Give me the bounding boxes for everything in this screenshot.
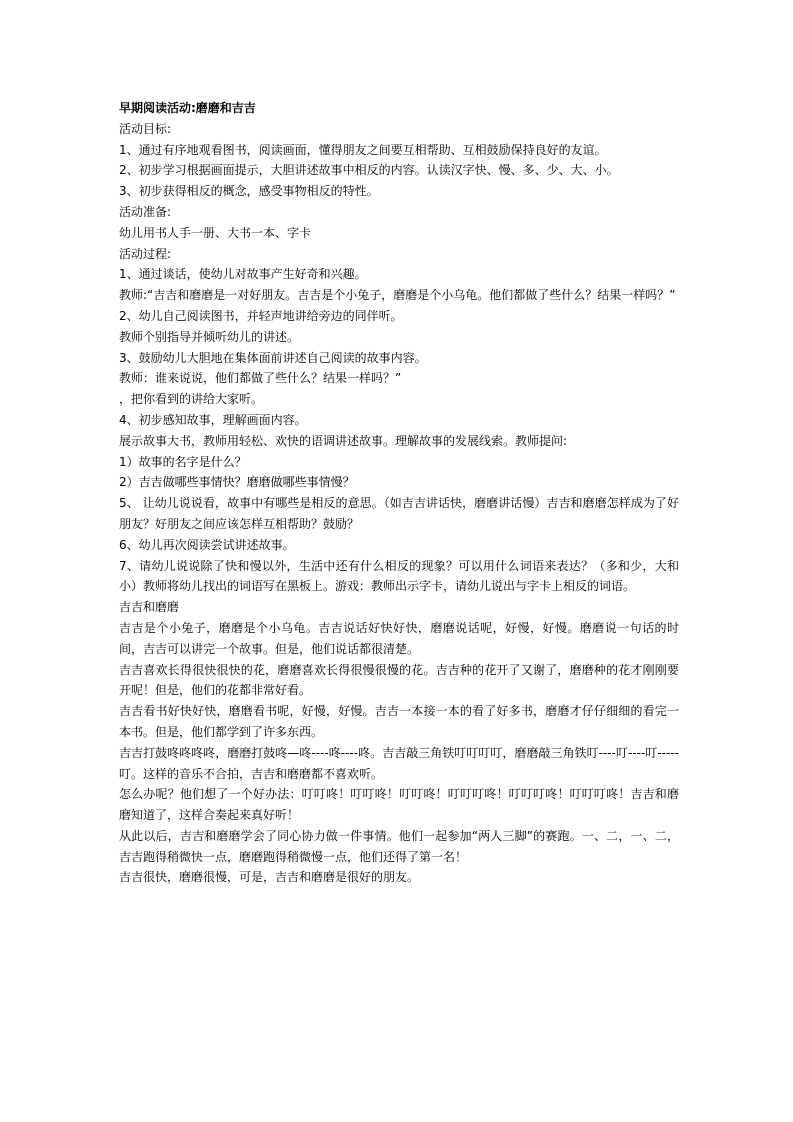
question-2: 2）吉吉做哪些事情快？磨磨做哪些事情慢？ xyxy=(119,475,355,490)
document-body xyxy=(119,98,679,888)
process-step-7: 7、请幼儿说说除了快和慢以外，生活中还有什么相反的现象？可以用什么词语来表达？（多和少，大和小）教师将幼儿找出的词语写在黑板上。游戏：教师出示字卡，请幼儿说出与字卡上相反的词语。 xyxy=(119,558,679,594)
story-paragraph-7: 吉吉很快，磨磨很慢，可是，吉吉和磨磨是很好的朋友。 xyxy=(119,870,420,885)
goal-item-1: 1、通过有序地观看图书，阅读画面，懂得朋友之间要互相帮助、互相鼓励保持良好的友谊。 xyxy=(119,142,607,157)
preparation-text: 幼儿用书人手一册、大书一本、字卡 xyxy=(119,225,312,240)
story-paragraph-6: 从此以后，吉吉和磨磨学会了同心协力做一件事情。他们一起参加“两人三脚”的赛跑。一、二，一、二，吉吉跑得稍微快一点，磨磨跑得稍微慢一点，他们还得了第一名！ xyxy=(119,828,679,864)
goal-item-2: 2、初步学习根据画面提示，大胆讲述故事中相反的内容。认读汉字快、慢、多、少、大、小。 xyxy=(119,163,619,178)
teacher-guidance: 教师个别指导并倾听幼儿的讲述。 xyxy=(119,329,300,344)
process-step-2: 2、幼儿自己阅读图书，并轻声地讲给旁边的同伴听。 xyxy=(119,308,403,323)
document-title: 早期阅读活动:磨磨和吉吉 xyxy=(119,101,256,115)
section-heading-preparation: 活动准备: xyxy=(119,204,172,219)
story-paragraph-4: 吉吉打鼓咚咚咚咚，磨磨打鼓咚—咚----咚----咚。吉吉敲三角铁叮叮叮叮，磨磨敲三角铁叮----叮----叮-----叮。这样的音乐不合拍，吉吉和磨磨都不喜欢听。 xyxy=(119,745,679,781)
story-paragraph-5: 怎么办呢？他们想了一个好办法：叮叮咚！叮叮咚！叮叮咚！叮叮叮咚！叮叮叮咚！叮叮叮咚！吉吉和磨磨知道了，这样合奏起来真好听！ xyxy=(119,787,679,823)
story-paragraph-1: 吉吉是个小兔子，磨磨是个小乌龟。吉吉说话好快好快，磨磨说话呢，好慢，好慢。磨磨说一句话的时间，吉吉可以讲完一个故事。但是，他们说话都很清楚。 xyxy=(119,620,679,656)
process-step-6: 6、幼儿再次阅读尝试讲述故事。 xyxy=(119,537,295,552)
story-title: 吉吉和磨磨 xyxy=(119,600,180,615)
story-presentation: 展示故事大书，教师用轻松、欢快的语调讲述故事。理解故事的发展线索。教师提问: xyxy=(119,433,568,448)
share-instruction: ，把你看到的讲给大家听。 xyxy=(119,392,264,407)
process-step-4: 4、初步感知故事，理解画面内容。 xyxy=(119,412,307,427)
goal-item-3: 3、初步获得相反的概念，感受事物相反的特性。 xyxy=(119,184,379,199)
section-heading-goals: 活动目标: xyxy=(119,121,172,136)
question-1: 1）故事的名字是什么？ xyxy=(119,454,247,469)
process-step-5: 5、 让幼儿说说看，故事中有哪些是相反的意思。（如吉吉讲话快，磨磨讲话慢）吉吉和磨磨怎样成为了好朋友？好朋友之间应该怎样互相帮助？鼓励？ xyxy=(119,496,679,531)
process-step-1: 1、通过谈话，使幼儿对故事产生好奇和兴趣。 xyxy=(119,267,367,282)
story-paragraph-3: 吉吉看书好快好快，磨磨看书呢，好慢，好慢。吉吉一本接一本的看了好多书，磨磨才仔仔细细的看完一本书。但是，他们都学到了许多东西。 xyxy=(119,704,679,739)
story-paragraph-2: 吉吉喜欢长得很快很快的花，磨磨喜欢长得很慢很慢的花。吉吉种的花开了又谢了，磨磨种的花才刚刚要开呢！但是，他们的花都非常好看。 xyxy=(119,662,679,698)
section-heading-process: 活动过程: xyxy=(119,246,172,261)
process-step-3: 3、鼓励幼儿大胆地在集体面前讲述自己阅读的故事内容。 xyxy=(119,350,427,365)
teacher-quote-2: 教师：谁来说说，他们都做了些什么？结果一样吗？” xyxy=(119,371,402,386)
teacher-quote-1: 教师:“吉吉和磨磨是一对好朋友。吉吉是个小兔子，磨磨是个小乌龟。他们都做了些什么？结果一样吗？” xyxy=(119,288,676,303)
